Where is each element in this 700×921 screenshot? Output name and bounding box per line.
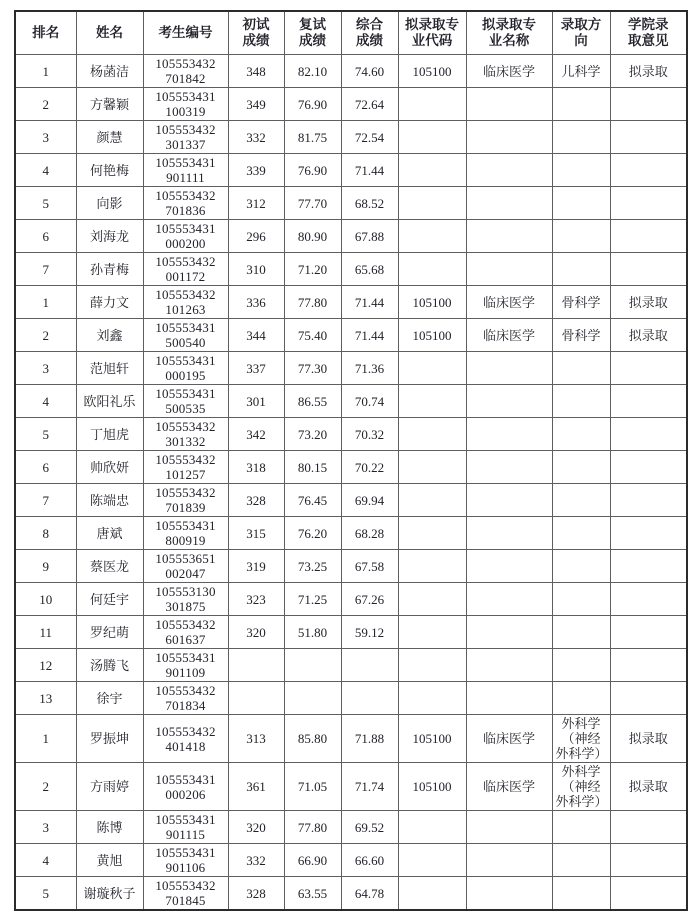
cell-rank: 4	[15, 385, 76, 418]
cell-name: 何廷宇	[76, 583, 143, 616]
cell-major_code	[398, 418, 466, 451]
cell-opinion	[610, 352, 687, 385]
cell-direction	[552, 187, 610, 220]
cell-major_code	[398, 220, 466, 253]
table-row	[15, 616, 687, 649]
cell-retest_score: 81.75	[284, 121, 341, 154]
cell-major_name	[466, 811, 552, 844]
cell-exam_no: 105553431 901115	[143, 811, 228, 844]
cell-direction: 儿科学	[552, 55, 610, 88]
cell-initial_score: 301	[228, 385, 284, 418]
cell-rank: 10	[15, 583, 76, 616]
cell-rank: 1	[15, 55, 76, 88]
cell-opinion	[610, 550, 687, 583]
table-row	[15, 484, 687, 517]
table-row	[15, 286, 687, 319]
cell-direction	[552, 877, 610, 911]
cell-overall_score: 71.44	[341, 154, 398, 187]
cell-opinion	[610, 649, 687, 682]
cell-major_code	[398, 352, 466, 385]
table-row	[15, 763, 687, 811]
cell-rank: 11	[15, 616, 76, 649]
cell-name: 杨菡洁	[76, 55, 143, 88]
cell-major_name	[466, 385, 552, 418]
cell-opinion	[610, 418, 687, 451]
cell-initial_score: 336	[228, 286, 284, 319]
cell-major_name	[466, 418, 552, 451]
cell-overall_score: 65.68	[341, 253, 398, 286]
cell-name: 方雨婷	[76, 763, 143, 811]
cell-major_code: 105100	[398, 55, 466, 88]
cell-initial_score: 313	[228, 715, 284, 763]
cell-name: 黄旭	[76, 844, 143, 877]
cell-retest_score: 77.80	[284, 811, 341, 844]
cell-exam_no: 105553431 800919	[143, 517, 228, 550]
cell-overall_score: 70.32	[341, 418, 398, 451]
cell-major_name	[466, 550, 552, 583]
cell-opinion	[610, 121, 687, 154]
cell-rank: 12	[15, 649, 76, 682]
cell-exam_no: 105553432 601637	[143, 616, 228, 649]
cell-initial_score: 318	[228, 451, 284, 484]
cell-retest_score: 71.20	[284, 253, 341, 286]
cell-retest_score: 71.05	[284, 763, 341, 811]
cell-major_name: 临床医学	[466, 715, 552, 763]
cell-rank: 1	[15, 715, 76, 763]
cell-exam_no: 105553432 701842	[143, 55, 228, 88]
cell-initial_score	[228, 649, 284, 682]
cell-rank: 5	[15, 187, 76, 220]
cell-direction	[552, 88, 610, 121]
cell-major_name	[466, 187, 552, 220]
cell-direction: 骨科学	[552, 319, 610, 352]
cell-overall_score	[341, 682, 398, 715]
cell-overall_score: 59.12	[341, 616, 398, 649]
cell-opinion	[610, 484, 687, 517]
cell-direction	[552, 484, 610, 517]
cell-retest_score: 86.55	[284, 385, 341, 418]
cell-exam_no: 105553432 401418	[143, 715, 228, 763]
cell-direction	[552, 385, 610, 418]
cell-exam_no: 105553432 701839	[143, 484, 228, 517]
cell-exam_no: 105553432 001172	[143, 253, 228, 286]
cell-retest_score: 80.90	[284, 220, 341, 253]
table-row	[15, 844, 687, 877]
table-row	[15, 55, 687, 88]
cell-opinion	[610, 583, 687, 616]
column-header-opinion: 学院录 取意见	[610, 11, 687, 55]
cell-overall_score: 68.28	[341, 517, 398, 550]
cell-opinion	[610, 451, 687, 484]
cell-rank: 7	[15, 253, 76, 286]
cell-major_code	[398, 877, 466, 911]
cell-opinion	[610, 616, 687, 649]
cell-overall_score: 71.36	[341, 352, 398, 385]
cell-exam_no: 105553432 301337	[143, 121, 228, 154]
cell-initial_score: 349	[228, 88, 284, 121]
cell-name: 罗纪萌	[76, 616, 143, 649]
column-header-initial_score: 初试 成绩	[228, 11, 284, 55]
cell-name: 何艳梅	[76, 154, 143, 187]
column-header-retest_score: 复试 成绩	[284, 11, 341, 55]
cell-initial_score: 319	[228, 550, 284, 583]
cell-overall_score: 70.22	[341, 451, 398, 484]
cell-major_code: 105100	[398, 286, 466, 319]
cell-exam_no: 105553431 000200	[143, 220, 228, 253]
cell-major_code	[398, 451, 466, 484]
cell-overall_score: 69.94	[341, 484, 398, 517]
cell-major_code	[398, 484, 466, 517]
cell-name: 唐斌	[76, 517, 143, 550]
cell-major_code	[398, 253, 466, 286]
cell-direction	[552, 121, 610, 154]
cell-retest_score: 82.10	[284, 55, 341, 88]
cell-major_name	[466, 844, 552, 877]
cell-name: 薛力文	[76, 286, 143, 319]
cell-name: 孙青梅	[76, 253, 143, 286]
cell-retest_score: 63.55	[284, 877, 341, 911]
cell-direction	[552, 844, 610, 877]
cell-major_code	[398, 121, 466, 154]
cell-exam_no: 105553432 101257	[143, 451, 228, 484]
cell-name: 刘海龙	[76, 220, 143, 253]
cell-opinion: 拟录取	[610, 286, 687, 319]
cell-retest_score: 76.45	[284, 484, 341, 517]
cell-direction: 骨科学	[552, 286, 610, 319]
cell-overall_score: 70.74	[341, 385, 398, 418]
cell-rank: 9	[15, 550, 76, 583]
cell-initial_score: 323	[228, 583, 284, 616]
cell-major_name	[466, 253, 552, 286]
cell-major_code: 105100	[398, 763, 466, 811]
cell-retest_score: 80.15	[284, 451, 341, 484]
cell-opinion	[610, 385, 687, 418]
cell-major_name	[466, 616, 552, 649]
table-row	[15, 154, 687, 187]
cell-major_name	[466, 220, 552, 253]
cell-name: 帅欣妍	[76, 451, 143, 484]
cell-major_name	[466, 877, 552, 911]
cell-rank: 1	[15, 286, 76, 319]
cell-retest_score	[284, 649, 341, 682]
cell-opinion	[610, 88, 687, 121]
cell-major_code	[398, 187, 466, 220]
cell-rank: 2	[15, 88, 76, 121]
cell-name: 方馨颖	[76, 88, 143, 121]
cell-exam_no: 105553130 301875	[143, 583, 228, 616]
cell-overall_score	[341, 649, 398, 682]
table-row	[15, 418, 687, 451]
admission-table	[14, 10, 688, 911]
cell-exam_no: 105553432 101263	[143, 286, 228, 319]
cell-overall_score: 64.78	[341, 877, 398, 911]
cell-overall_score: 71.88	[341, 715, 398, 763]
cell-retest_score: 66.90	[284, 844, 341, 877]
cell-exam_no: 105553432 701834	[143, 682, 228, 715]
table-row	[15, 517, 687, 550]
cell-name: 陈博	[76, 811, 143, 844]
cell-opinion: 拟录取	[610, 55, 687, 88]
cell-initial_score: 361	[228, 763, 284, 811]
cell-major_code: 105100	[398, 319, 466, 352]
cell-initial_score	[228, 682, 284, 715]
cell-rank: 4	[15, 844, 76, 877]
cell-major_name: 临床医学	[466, 286, 552, 319]
cell-direction	[552, 682, 610, 715]
cell-initial_score: 320	[228, 811, 284, 844]
cell-major_name	[466, 352, 552, 385]
cell-exam_no: 105553431 100319	[143, 88, 228, 121]
column-header-direction: 录取方 向	[552, 11, 610, 55]
header-row	[15, 11, 687, 55]
cell-major_code	[398, 550, 466, 583]
cell-direction	[552, 811, 610, 844]
cell-opinion	[610, 220, 687, 253]
column-header-major_name: 拟录取专 业名称	[466, 11, 552, 55]
cell-initial_score: 296	[228, 220, 284, 253]
cell-exam_no: 105553431 901111	[143, 154, 228, 187]
cell-name: 欧阳礼乐	[76, 385, 143, 418]
cell-exam_no: 105553431 500535	[143, 385, 228, 418]
cell-major_code	[398, 844, 466, 877]
cell-exam_no: 105553431 500540	[143, 319, 228, 352]
cell-major_code	[398, 385, 466, 418]
table-row	[15, 811, 687, 844]
cell-direction	[552, 616, 610, 649]
cell-initial_score: 344	[228, 319, 284, 352]
cell-initial_score: 339	[228, 154, 284, 187]
column-header-major_code: 拟录取专 业代码	[398, 11, 466, 55]
cell-major_name	[466, 484, 552, 517]
cell-exam_no: 105553431 000195	[143, 352, 228, 385]
table-row	[15, 88, 687, 121]
cell-rank: 6	[15, 220, 76, 253]
cell-major_name	[466, 583, 552, 616]
cell-rank: 6	[15, 451, 76, 484]
table-row	[15, 715, 687, 763]
cell-exam_no: 105553431 901106	[143, 844, 228, 877]
table-row	[15, 220, 687, 253]
cell-overall_score: 71.74	[341, 763, 398, 811]
cell-major_name	[466, 682, 552, 715]
cell-retest_score: 51.80	[284, 616, 341, 649]
cell-opinion	[610, 187, 687, 220]
cell-rank: 2	[15, 319, 76, 352]
cell-initial_score: 332	[228, 121, 284, 154]
cell-retest_score: 73.20	[284, 418, 341, 451]
cell-retest_score: 73.25	[284, 550, 341, 583]
cell-major_code	[398, 517, 466, 550]
cell-major_name: 临床医学	[466, 763, 552, 811]
cell-name: 汤腾飞	[76, 649, 143, 682]
cell-retest_score: 71.25	[284, 583, 341, 616]
cell-name: 徐宇	[76, 682, 143, 715]
table-row	[15, 352, 687, 385]
cell-retest_score: 77.80	[284, 286, 341, 319]
cell-rank: 3	[15, 352, 76, 385]
cell-major_code	[398, 616, 466, 649]
cell-rank: 13	[15, 682, 76, 715]
cell-rank: 3	[15, 811, 76, 844]
cell-direction	[552, 649, 610, 682]
cell-name: 陈端忠	[76, 484, 143, 517]
cell-name: 范旭轩	[76, 352, 143, 385]
cell-rank: 3	[15, 121, 76, 154]
table-body	[15, 55, 687, 911]
cell-major_code	[398, 583, 466, 616]
cell-direction	[552, 550, 610, 583]
table-row	[15, 121, 687, 154]
cell-opinion	[610, 844, 687, 877]
cell-direction	[552, 220, 610, 253]
cell-direction	[552, 583, 610, 616]
cell-opinion	[610, 682, 687, 715]
column-header-overall_score: 综合 成绩	[341, 11, 398, 55]
cell-major_name	[466, 649, 552, 682]
cell-major_name	[466, 154, 552, 187]
cell-initial_score: 320	[228, 616, 284, 649]
cell-direction	[552, 154, 610, 187]
cell-exam_no: 105553431 901109	[143, 649, 228, 682]
cell-major_name: 临床医学	[466, 55, 552, 88]
table-row	[15, 583, 687, 616]
cell-initial_score: 328	[228, 484, 284, 517]
cell-opinion	[610, 517, 687, 550]
cell-initial_score: 315	[228, 517, 284, 550]
cell-major_code: 105100	[398, 715, 466, 763]
cell-overall_score: 71.44	[341, 319, 398, 352]
cell-major_name	[466, 451, 552, 484]
cell-rank: 4	[15, 154, 76, 187]
cell-name: 谢璇秋子	[76, 877, 143, 911]
table-row	[15, 877, 687, 911]
cell-major_code	[398, 682, 466, 715]
cell-retest_score: 77.70	[284, 187, 341, 220]
cell-name: 丁旭虎	[76, 418, 143, 451]
cell-name: 蔡医龙	[76, 550, 143, 583]
cell-opinion: 拟录取	[610, 319, 687, 352]
cell-rank: 7	[15, 484, 76, 517]
cell-retest_score: 85.80	[284, 715, 341, 763]
table-row	[15, 451, 687, 484]
cell-direction	[552, 418, 610, 451]
cell-direction	[552, 517, 610, 550]
cell-rank: 2	[15, 763, 76, 811]
cell-retest_score: 75.40	[284, 319, 341, 352]
cell-overall_score: 72.54	[341, 121, 398, 154]
cell-opinion	[610, 811, 687, 844]
cell-exam_no: 105553432 701845	[143, 877, 228, 911]
cell-opinion	[610, 154, 687, 187]
cell-major_code	[398, 649, 466, 682]
cell-name: 罗振坤	[76, 715, 143, 763]
cell-major_name	[466, 121, 552, 154]
cell-major_code	[398, 811, 466, 844]
cell-retest_score: 76.90	[284, 88, 341, 121]
cell-major_name	[466, 517, 552, 550]
column-header-rank: 排名	[15, 11, 76, 55]
cell-major_name: 临床医学	[466, 319, 552, 352]
cell-overall_score: 66.60	[341, 844, 398, 877]
table-row	[15, 385, 687, 418]
cell-exam_no: 105553651 002047	[143, 550, 228, 583]
cell-retest_score: 76.20	[284, 517, 341, 550]
cell-initial_score: 328	[228, 877, 284, 911]
cell-initial_score: 312	[228, 187, 284, 220]
cell-retest_score: 77.30	[284, 352, 341, 385]
cell-direction: 外科学 （神经 外科学）	[552, 763, 610, 811]
cell-opinion	[610, 877, 687, 911]
column-header-name: 姓名	[76, 11, 143, 55]
cell-overall_score: 67.26	[341, 583, 398, 616]
table-row	[15, 253, 687, 286]
cell-opinion	[610, 253, 687, 286]
cell-major_code	[398, 154, 466, 187]
cell-exam_no: 105553432 301332	[143, 418, 228, 451]
table-row	[15, 682, 687, 715]
cell-overall_score: 72.64	[341, 88, 398, 121]
cell-rank: 5	[15, 418, 76, 451]
cell-overall_score: 67.58	[341, 550, 398, 583]
cell-name: 刘鑫	[76, 319, 143, 352]
cell-opinion: 拟录取	[610, 715, 687, 763]
cell-initial_score: 348	[228, 55, 284, 88]
cell-overall_score: 69.52	[341, 811, 398, 844]
cell-rank: 8	[15, 517, 76, 550]
cell-initial_score: 332	[228, 844, 284, 877]
cell-overall_score: 68.52	[341, 187, 398, 220]
cell-name: 颜慧	[76, 121, 143, 154]
cell-opinion: 拟录取	[610, 763, 687, 811]
cell-initial_score: 342	[228, 418, 284, 451]
cell-exam_no: 105553432 701836	[143, 187, 228, 220]
table-row	[15, 550, 687, 583]
cell-retest_score: 76.90	[284, 154, 341, 187]
cell-rank: 5	[15, 877, 76, 911]
cell-direction	[552, 352, 610, 385]
cell-name: 向影	[76, 187, 143, 220]
cell-overall_score: 71.44	[341, 286, 398, 319]
cell-major_name	[466, 88, 552, 121]
column-header-exam_no: 考生编号	[143, 11, 228, 55]
table-row	[15, 187, 687, 220]
cell-major_code	[398, 88, 466, 121]
cell-direction	[552, 253, 610, 286]
table-row	[15, 649, 687, 682]
cell-overall_score: 67.88	[341, 220, 398, 253]
table-header	[15, 11, 687, 55]
cell-direction	[552, 451, 610, 484]
cell-retest_score	[284, 682, 341, 715]
cell-exam_no: 105553431 000206	[143, 763, 228, 811]
cell-initial_score: 337	[228, 352, 284, 385]
cell-direction: 外科学 （神经 外科学）	[552, 715, 610, 763]
table-row	[15, 319, 687, 352]
cell-initial_score: 310	[228, 253, 284, 286]
cell-overall_score: 74.60	[341, 55, 398, 88]
